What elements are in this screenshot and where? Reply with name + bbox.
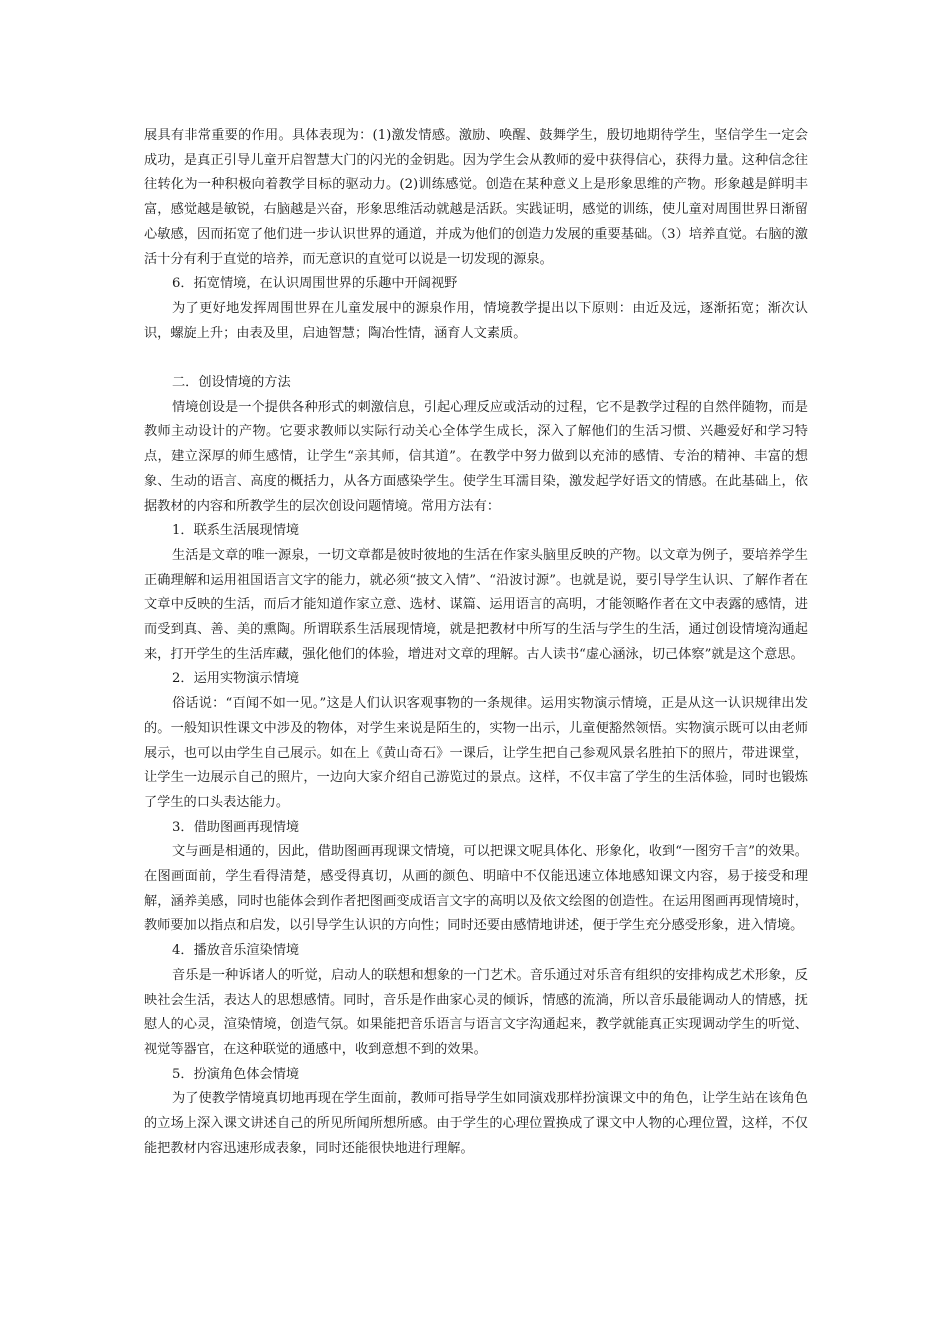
body-paragraph: 文与画是相通的，因此，借助图画再现课文情境，可以把课文呢具体化、形象化，收到“一图穷千言”的效果。在图画面前，学生看得清楚，感受得真切，从画的颜色、明暗中不仅能迅速立体地感知课文内容，易于接受和理解，涵养美感，同时也能体会到作者把图画变成语言文字的高明以及依文绘图的创造性。在运用图画再现情境时，教师要加以指点和启发，以引导学生认识的方向性；同时还要由感情地讲述，便于学生充分感受形象，进入情境。 — [144, 844, 808, 934]
chapter-heading: 二．创设情境的方法 — [172, 375, 291, 391]
document-page — [144, 124, 808, 1162]
body-paragraph: 为了使教学情境真切地再现在学生面前，教师可指导学生如同演戏那样扮演课文中的角色，让学生站在该角色的立场上深入课文讲述自己的所见所闻所想所感。由于学生的心理位置换成了课文中人物的心理位置，这样，不仅能把教材内容迅速形成表象，同时还能很快地进行理解。 — [144, 1091, 808, 1156]
body-paragraph: 情境创设是一个提供各种形式的刺激信息，引起心理反应或活动的过程，它不是教学过程的自然伴随物，而是教师主动设计的产物。它要求教师以实际行动关心全体学生成长，深入了解他们的生活习惯、兴趣爱好和学习特点，建立深厚的师生感情，让学生“亲其师，信其道”。在教学中努力做到以充沛的感情、专治的精神、丰富的想象、生动的语言、高度的概括力，从各方面感染学生。使学生耳濡目染，激发起学好语文的情感。在此基础上，依据教材的内容和所教学生的层次创设问题情境。常用方法有： — [144, 399, 808, 514]
body-paragraph: 为了更好地发挥周围世界在儿童发展中的源泉作用，情境教学提出以下原则：由近及远，逐渐拓宽；渐次认识，螺旋上升；由表及里，启迪智慧；陶冶性情，涵育人文素质。 — [144, 300, 808, 341]
body-paragraph: 展具有非常重要的作用。具体表现为：(1)激发情感。激励、唤醒、鼓舞学生，殷切地期待学生，坚信学生一定会成功，是真正引导儿童开启智慧大门的闪光的金钥匙。因为学生会从教师的爱中获得信心，获得力量。这种信念往往转化为一种积极向着教学目标的驱动力。(2)训练感觉。创造在某种意义上是形象思维的产物。形象越是鲜明丰富，感觉越是敏锐，右脑越是兴奋，形象思维活动就越是活跃。实践证明，感觉的训练，使儿童对周围世界日渐留心敏感，因而拓宽了他们进一步认识世界的通道，并成为他们的创造力发展的重要基础。（3）培养直觉。右脑的激活十分有利于直觉的培养，而无意识的直觉可以说是一切发现的源泉。 — [144, 128, 808, 267]
section-heading-4: 4．播放音乐渲染情境 — [172, 943, 300, 959]
section-heading-3: 3．借助图画再现情境 — [172, 819, 300, 835]
section-heading-1: 1．联系生活展现情境 — [172, 523, 300, 539]
blank-line — [144, 346, 808, 371]
section-heading-2: 2．运用实物演示情境 — [172, 671, 300, 687]
body-paragraph: 生活是文章的唯一源泉，一切文章都是彼时彼地的生活在作家头脑里反映的产物。以文章为例子，要培养学生正确理解和运用祖国语言文字的能力，就必须“披文入情”、“沿波讨源”。也就是说，要引导学生认识、了解作者在文章中反映的生活，而后才能知道作家立意、选材、谋篇、运用语言的高明，才能领略作者在文中表露的感情，进而受到真、善、美的熏陶。所谓联系生活展现情境，就是把教材中所写的生活与学生的生活，通过创设情境沟通起来，打开学生的生活库藏，强化他们的体验，增进对文章的理解。古人读书“虚心涵泳，切己体察”就是这个意思。 — [144, 547, 808, 662]
section-heading-5: 5．扮演角色体会情境 — [172, 1066, 300, 1082]
section-heading-6: 6．拓宽情境，在认识周围世界的乐趣中开阔视野 — [172, 276, 458, 292]
body-paragraph: 音乐是一种诉诸人的听觉，启动人的联想和想象的一门艺术。音乐通过对乐音有组织的安排构成艺术形象，反映社会生活，表达人的思想感情。同时，音乐是作曲家心灵的倾诉，情感的流淌，所以音乐最能调动人的情感，抚慰人的心灵，渲染情境，创造气氛。如果能把音乐语言与语言文字沟通起来，教学就能真正实现调动学生的听觉、视觉等器官，在这种联觉的通感中，收到意想不到的效果。 — [144, 967, 808, 1057]
body-paragraph: 俗话说：“百闻不如一见。”这是人们认识客观事物的一条规律。运用实物演示情境，正是从这一认识规律出发的。一般知识性课文中涉及的物体，对学生来说是陌生的，实物一出示，儿童便豁然领悟。实物演示既可以由老师展示，也可以由学生自己展示。如在上《黄山奇石》一课后，让学生把自己参观风景名胜拍下的照片，带进课堂，让学生一边展示自己的照片，一边向大家介绍自己游览过的景点。这样，不仅丰富了学生的生活体验，同时也锻炼了学生的口头表达能力。 — [144, 696, 808, 810]
